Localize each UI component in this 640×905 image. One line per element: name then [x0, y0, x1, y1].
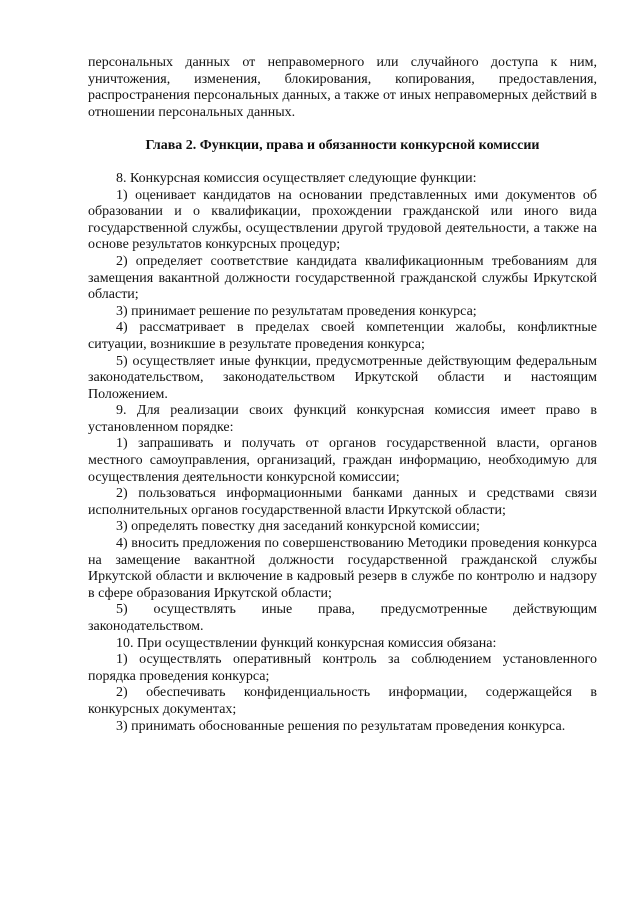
clause-9-item-4: 4) вносить предложения по совершенствованию Методики проведения конкурса на замещение вакантной должности государственной гражданской службы Иркутской области и включение в кадровый резерв в службе по контролю и надзору в сфере образования Иркутской области; [88, 536, 597, 601]
clause-9-item-1: 1) запрашивать и получать от органов государственной власти, органов местного самоуправления, организаций, граждан информацию, необходимую для осуществления деятельности конкурсной комиссии; [88, 436, 597, 485]
chapter-title: Глава 2. Функции, права и обязанности конкурсной комиссии [145, 138, 540, 154]
clause-10-heading: 10. При осуществлении функций конкурсная комиссия обязана: [116, 635, 497, 651]
document-page [88, 55, 597, 735]
clause-9-item-2: 2) пользоваться информационными банками данных и средствами связи исполнительных органов государственной власти Иркутской области; [88, 486, 597, 518]
clause-8-item-1: 1) оценивает кандидатов на основании представленных ими документов об образовании и о квалификации, прохождении гражданской или иного вида государственной службы, осуществлении другой трудовой деятельности, а также на основе результатов конкурсных процедур; [88, 187, 597, 253]
clause-9-item-3: 3) определять повестку дня заседаний конкурсной комиссии; [116, 519, 480, 535]
intro-paragraph: персональных данных от неправомерного или случайного доступа к ним, уничтожения, изменения, блокирования, копирования, предоставления, распространения персональных данных, а также от иных неправомерных действий в отношении персональных данных. [88, 55, 597, 120]
clause-9-heading: 9. Для реализации своих функций конкурсная комиссия имеет право в установленном порядке: [88, 403, 597, 435]
clause-8-item-5: 5) осуществляет иные функции, предусмотренные действующим федеральным законодательством, законодательством Иркутской области и настоящим Положением. [88, 353, 597, 402]
clause-10-item-1: 1) осуществлять оперативный контроль за соблюдением установленного порядка проведения конкурса; [88, 652, 597, 684]
clause-10-item-2: 2) обеспечивать конфиденциальность информации, содержащейся в конкурсных документах; [88, 685, 597, 717]
clause-8-item-2: 2) определяет соответствие кандидата квалификационным требованиям для замещения вакантной должности государственной гражданской службы Иркутской области; [88, 253, 597, 303]
clause-8-item-4: 4) рассматривает в пределах своей компетенции жалобы, конфликтные ситуации, возникшие в результате проведения конкурса; [88, 320, 597, 352]
clause-8-item-3: 3) принимает решение по результатам проведения конкурса; [116, 303, 477, 319]
clause-10-item-3: 3) принимать обоснованные решения по результатам проведения конкурса. [116, 718, 566, 734]
clause-8-heading: 8. Конкурсная комиссия осуществляет следующие функции: [116, 170, 477, 186]
clause-9-item-5: 5) осуществлять иные права, предусмотренные действующим законодательством. [88, 602, 597, 634]
